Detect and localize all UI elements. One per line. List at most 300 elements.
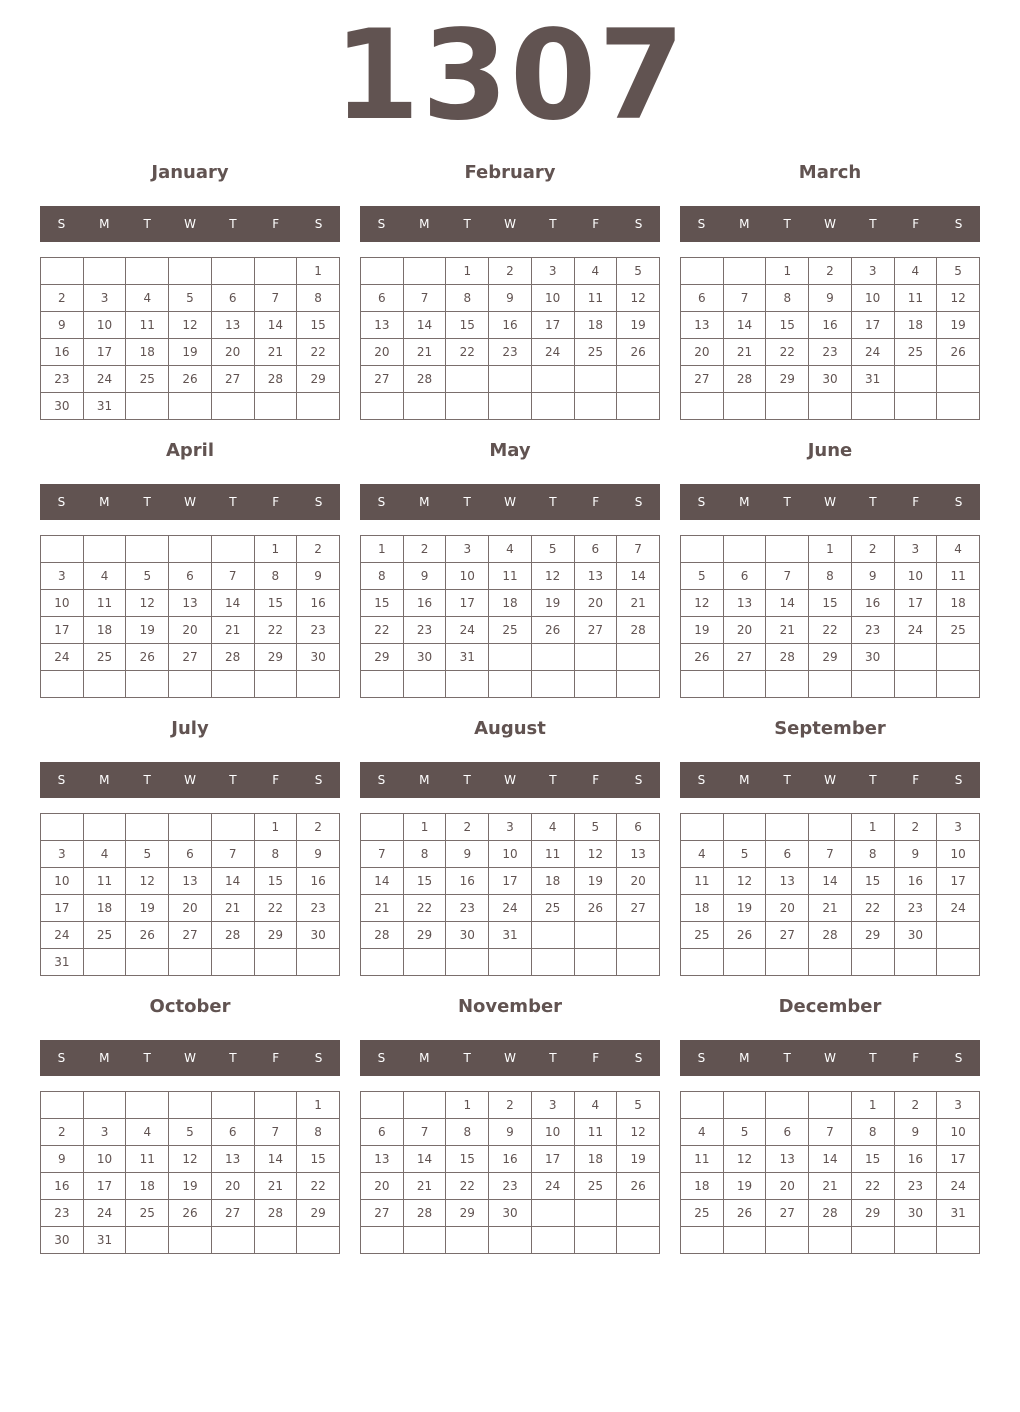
day-cell [446,671,489,698]
weekday-label: S [57,217,66,231]
day-cell: 3 [531,1092,574,1119]
day-cell [446,949,489,976]
day-cell [617,393,660,420]
day-cell [489,393,532,420]
month-name: March [798,162,862,183]
day-cell [937,644,980,671]
weekday-label: S [697,217,706,231]
day-cell: 10 [937,1119,980,1146]
day-cell [766,1092,809,1119]
day-cell: 12 [126,868,169,895]
year-title: 1307 [333,4,687,148]
day-cell [574,366,617,393]
week-row [361,1146,660,1173]
day-cell: 24 [531,1173,574,1200]
weekday-label: T [869,1051,877,1065]
day-cell: 13 [361,312,404,339]
day-cell: 1 [297,258,340,285]
day-cell: 30 [894,1200,937,1227]
day-cell: 22 [297,339,340,366]
weekday-label: T [549,1051,557,1065]
day-cell: 3 [894,536,937,563]
week-row [681,895,980,922]
day-cell [297,393,340,420]
weekday-label: M [99,495,110,509]
day-cell: 13 [574,563,617,590]
day-cell [617,366,660,393]
day-cell [489,1227,532,1254]
day-cell: 22 [254,895,297,922]
day-cell [766,1227,809,1254]
day-cell: 20 [169,617,212,644]
day-cell: 21 [723,339,766,366]
day-cell: 30 [41,1227,84,1254]
day-cell [169,814,212,841]
day-cell: 14 [254,312,297,339]
day-cell: 17 [83,339,126,366]
day-cell: 1 [361,536,404,563]
day-cell: 14 [617,563,660,590]
day-cell: 1 [766,258,809,285]
day-cell: 22 [809,617,852,644]
day-cell: 29 [361,644,404,671]
day-cell: 21 [403,339,446,366]
day-cell: 20 [574,590,617,617]
day-cell: 29 [809,644,852,671]
day-cell [126,393,169,420]
day-cell: 9 [403,563,446,590]
day-cell: 4 [126,1119,169,1146]
day-cell: 30 [809,366,852,393]
day-cell: 3 [446,536,489,563]
day-cell: 6 [361,285,404,312]
month-name: August [474,718,546,739]
day-cell [681,258,724,285]
day-cell: 1 [254,536,297,563]
week-row [681,366,980,393]
day-cell: 3 [937,1092,980,1119]
day-cell: 16 [446,868,489,895]
day-cell: 19 [723,895,766,922]
day-cell [403,1092,446,1119]
day-cell: 25 [574,1173,617,1200]
weekday-label: M [739,217,750,231]
day-cell: 18 [574,1146,617,1173]
weekday-label: T [869,773,877,787]
day-cell [894,1227,937,1254]
weekday-label: M [419,495,430,509]
weekday-label: F [592,217,600,231]
day-cell: 29 [851,922,894,949]
weekday-label: F [272,217,280,231]
day-cell: 9 [41,312,84,339]
day-cell [681,536,724,563]
day-cell [489,366,532,393]
weekday-label: F [592,495,600,509]
day-cell: 13 [169,590,212,617]
weekday-label: S [377,773,386,787]
day-cell [723,671,766,698]
day-cell: 3 [83,1119,126,1146]
day-cell: 16 [894,1146,937,1173]
day-cell: 5 [169,285,212,312]
day-cell: 14 [361,868,404,895]
week-row [681,536,980,563]
day-cell: 1 [446,1092,489,1119]
weekday-label: S [954,217,963,231]
day-cell [894,949,937,976]
day-cell: 11 [937,563,980,590]
day-cell: 14 [211,590,254,617]
day-cell [489,949,532,976]
week-row [361,617,660,644]
day-cell [894,671,937,698]
day-cell: 14 [809,1146,852,1173]
day-cell: 15 [297,312,340,339]
day-cell: 30 [41,393,84,420]
day-cell: 15 [766,312,809,339]
day-grid [40,535,340,698]
day-cell [723,258,766,285]
day-cell: 10 [937,841,980,868]
weekday-label: S [57,1051,66,1065]
day-cell: 26 [126,922,169,949]
week-row [681,339,980,366]
day-cell: 16 [851,590,894,617]
weekday-label: S [954,773,963,787]
day-cell: 7 [403,285,446,312]
weekday-header [40,762,340,798]
week-row [361,1200,660,1227]
day-cell: 23 [489,339,532,366]
day-cell [617,644,660,671]
day-cell: 25 [681,1200,724,1227]
day-cell [489,671,532,698]
day-cell: 11 [681,1146,724,1173]
day-cell [574,922,617,949]
day-cell: 30 [446,922,489,949]
day-cell: 6 [169,563,212,590]
day-cell [83,671,126,698]
day-cell: 25 [126,1200,169,1227]
day-cell: 23 [403,617,446,644]
day-cell: 28 [403,1200,446,1227]
weekday-label: T [463,1051,471,1065]
month-name: November [457,996,563,1017]
weekday-label: S [314,495,323,509]
day-cell: 22 [851,895,894,922]
day-cell: 28 [809,922,852,949]
day-cell: 25 [937,617,980,644]
day-cell [126,536,169,563]
day-cell: 9 [446,841,489,868]
day-cell: 15 [254,590,297,617]
day-cell: 18 [531,868,574,895]
day-cell: 29 [446,1200,489,1227]
day-grid [680,535,980,698]
week-row [41,312,340,339]
weekday-label: T [783,773,791,787]
day-grid [360,257,660,420]
day-cell: 2 [809,258,852,285]
day-cell: 20 [766,1173,809,1200]
week-row [681,590,980,617]
weekday-label: S [314,773,323,787]
day-cell [41,671,84,698]
day-cell: 9 [489,1119,532,1146]
day-cell: 7 [361,841,404,868]
day-cell: 16 [297,590,340,617]
day-cell [211,258,254,285]
day-cell [766,536,809,563]
weekday-label: T [143,773,151,787]
day-cell: 8 [446,285,489,312]
day-cell: 9 [809,285,852,312]
day-cell [403,393,446,420]
day-cell: 25 [894,339,937,366]
day-cell: 19 [574,868,617,895]
day-cell: 20 [723,617,766,644]
day-cell [937,949,980,976]
day-cell [361,814,404,841]
weekday-label: S [697,1051,706,1065]
week-row [41,258,340,285]
day-cell: 26 [617,1173,660,1200]
weekday-label: M [739,495,750,509]
day-cell: 8 [851,841,894,868]
day-cell: 10 [851,285,894,312]
day-cell [766,949,809,976]
weekday-header [680,484,980,520]
day-cell: 5 [937,258,980,285]
day-cell: 8 [851,1119,894,1146]
day-cell: 4 [489,536,532,563]
day-cell: 17 [446,590,489,617]
week-row [361,258,660,285]
day-cell: 2 [297,814,340,841]
weekday-header [360,484,660,520]
day-cell: 9 [894,841,937,868]
day-cell: 22 [446,339,489,366]
day-cell [126,1227,169,1254]
day-cell [809,1227,852,1254]
week-row [681,644,980,671]
weekday-label: T [869,217,877,231]
day-cell: 14 [254,1146,297,1173]
day-cell: 12 [617,1119,660,1146]
day-cell [809,393,852,420]
week-row [681,563,980,590]
day-cell: 8 [254,563,297,590]
day-cell: 2 [41,285,84,312]
day-cell: 7 [403,1119,446,1146]
weekday-label: W [824,495,836,509]
weekday-label: S [954,495,963,509]
day-cell: 23 [851,617,894,644]
weekday-label: W [504,217,516,231]
day-grid [40,257,340,420]
day-cell [723,814,766,841]
day-cell: 5 [531,536,574,563]
day-cell: 18 [83,617,126,644]
day-cell: 22 [361,617,404,644]
day-cell: 9 [894,1119,937,1146]
day-cell: 31 [489,922,532,949]
day-cell [531,1200,574,1227]
day-cell: 6 [766,841,809,868]
day-cell [41,814,84,841]
day-cell: 1 [809,536,852,563]
day-cell: 11 [531,841,574,868]
day-cell: 10 [41,590,84,617]
day-cell [169,1227,212,1254]
day-cell: 16 [41,1173,84,1200]
weekday-label: S [377,1051,386,1065]
day-cell: 31 [83,1227,126,1254]
day-cell [211,1092,254,1119]
day-cell: 2 [489,258,532,285]
day-cell [446,1227,489,1254]
day-cell: 4 [894,258,937,285]
week-row [41,1200,340,1227]
week-row [361,563,660,590]
day-cell: 30 [297,922,340,949]
weekday-label: T [783,495,791,509]
day-cell: 14 [403,312,446,339]
day-cell [617,1227,660,1254]
day-cell [169,393,212,420]
day-cell: 13 [361,1146,404,1173]
day-cell: 12 [723,868,766,895]
day-cell: 24 [41,922,84,949]
day-cell: 21 [617,590,660,617]
week-row [681,949,980,976]
day-cell: 16 [41,339,84,366]
day-cell [894,366,937,393]
weekday-label: M [99,773,110,787]
day-cell: 31 [937,1200,980,1227]
day-cell [169,949,212,976]
week-row [361,312,660,339]
day-cell: 26 [126,644,169,671]
day-cell [403,258,446,285]
day-cell: 4 [574,1092,617,1119]
week-row [681,617,980,644]
day-cell: 28 [766,644,809,671]
day-cell: 24 [41,644,84,671]
week-row [681,285,980,312]
day-cell [531,949,574,976]
day-cell: 31 [83,393,126,420]
day-cell [403,671,446,698]
day-cell: 12 [531,563,574,590]
day-cell: 7 [766,563,809,590]
week-row [361,285,660,312]
day-cell: 13 [169,868,212,895]
day-cell: 6 [681,285,724,312]
day-grid [40,813,340,976]
day-cell: 15 [809,590,852,617]
day-cell: 20 [169,895,212,922]
day-cell: 23 [489,1173,532,1200]
day-cell: 11 [126,1146,169,1173]
day-cell: 16 [809,312,852,339]
day-cell: 12 [681,590,724,617]
day-cell [851,949,894,976]
day-cell: 5 [723,1119,766,1146]
day-cell [681,393,724,420]
day-cell: 19 [126,617,169,644]
day-cell: 24 [894,617,937,644]
day-cell: 24 [937,1173,980,1200]
day-cell: 2 [297,536,340,563]
day-cell: 26 [723,922,766,949]
day-cell: 20 [211,1173,254,1200]
day-cell: 2 [894,1092,937,1119]
day-cell: 8 [297,285,340,312]
day-cell [254,258,297,285]
day-cell: 18 [126,1173,169,1200]
weekday-label: W [504,773,516,787]
day-cell [681,949,724,976]
day-cell [894,644,937,671]
month-name: June [807,440,853,461]
day-cell: 11 [894,285,937,312]
day-cell: 26 [617,339,660,366]
day-cell: 2 [894,814,937,841]
weekday-label: W [824,1051,836,1065]
day-cell: 30 [894,922,937,949]
day-cell: 24 [489,895,532,922]
day-cell: 20 [617,868,660,895]
day-cell: 10 [446,563,489,590]
day-cell: 21 [361,895,404,922]
week-row [41,1146,340,1173]
day-cell: 14 [766,590,809,617]
week-row [361,590,660,617]
day-cell: 12 [937,285,980,312]
day-cell [531,671,574,698]
day-cell [403,1227,446,1254]
day-cell: 1 [297,1092,340,1119]
day-cell: 21 [211,617,254,644]
month-name: September [774,718,886,739]
day-cell: 27 [574,617,617,644]
day-cell: 11 [83,590,126,617]
day-cell: 21 [766,617,809,644]
day-cell: 6 [574,536,617,563]
day-cell: 26 [169,366,212,393]
day-cell: 8 [446,1119,489,1146]
day-cell [361,1227,404,1254]
day-cell: 1 [403,814,446,841]
week-row [681,814,980,841]
week-row [41,339,340,366]
day-cell: 21 [403,1173,446,1200]
month-name: February [464,162,556,183]
week-row [41,1119,340,1146]
day-cell: 22 [766,339,809,366]
day-cell [851,671,894,698]
week-row [361,949,660,976]
day-cell: 21 [809,895,852,922]
day-cell: 4 [681,1119,724,1146]
day-cell: 25 [126,366,169,393]
day-cell: 27 [211,366,254,393]
day-cell: 15 [403,868,446,895]
day-cell [211,671,254,698]
day-cell [617,922,660,949]
